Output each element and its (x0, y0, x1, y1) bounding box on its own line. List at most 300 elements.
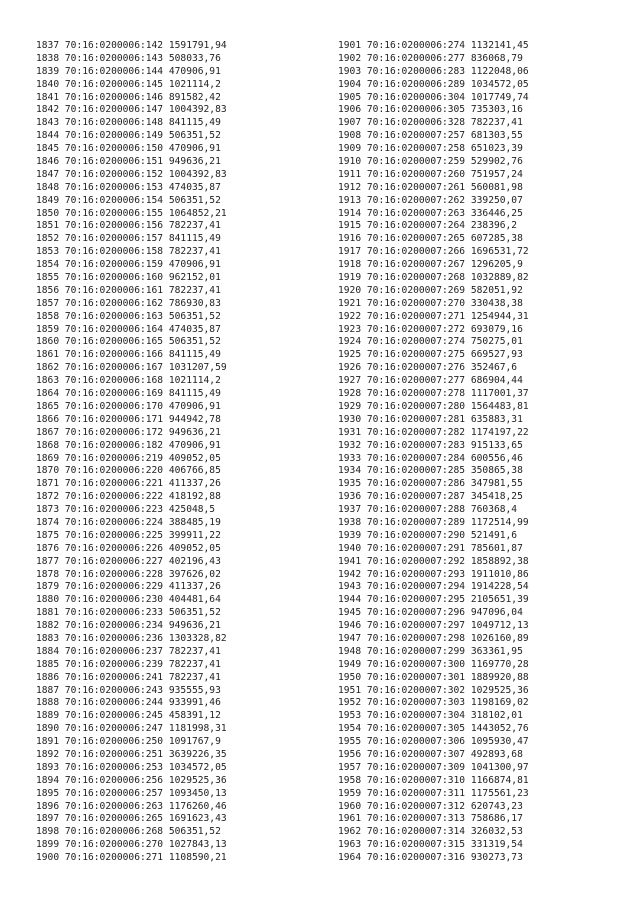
cadastral-number: 70:16:0200006:144 (64, 65, 164, 77)
cadastral-number: 70:16:0200007:262 (366, 194, 466, 206)
cadastral-value: 506351,52 (168, 607, 221, 619)
cadastral-value: 635883,31 (470, 413, 523, 425)
row-number: 1901 (338, 40, 362, 51)
cadastral-number: 70:16:0200006:161 (64, 284, 164, 296)
row-number: 1916 (338, 233, 362, 245)
cadastral-value: 506351,52 (168, 194, 221, 206)
record-row (338, 104, 529, 117)
cadastral-number: 70:16:0200006:143 (64, 52, 164, 64)
cadastral-number: 70:16:0200006:223 (64, 504, 164, 516)
row-number: 1862 (36, 362, 60, 374)
row-number: 1874 (36, 516, 60, 528)
cadastral-number: 70:16:0200006:270 (64, 839, 164, 851)
cadastral-number: 70:16:0200007:264 (366, 220, 466, 232)
cadastral-value: 506351,52 (168, 336, 221, 348)
cadastral-value: 1122048,06 (470, 65, 529, 77)
row-number: 1929 (338, 400, 362, 412)
record-row (338, 633, 529, 646)
cadastral-number: 70:16:0200007:293 (366, 568, 466, 580)
record-row (36, 453, 227, 466)
cadastral-number: 70:16:0200006:224 (64, 516, 164, 528)
cadastral-number: 70:16:0200006:289 (366, 78, 466, 90)
row-number: 1934 (338, 465, 362, 477)
cadastral-number: 70:16:0200007:276 (366, 362, 466, 374)
cadastral-value: 345418,25 (470, 491, 523, 503)
cadastral-value: 693079,16 (470, 323, 523, 335)
cadastral-number: 70:16:0200007:310 (366, 774, 466, 786)
row-number: 1904 (338, 78, 362, 90)
cadastral-number: 70:16:0200006:162 (64, 297, 164, 309)
cadastral-number: 70:16:0200006:239 (64, 658, 164, 670)
record-row (338, 620, 529, 633)
cadastral-value: 841115,49 (168, 349, 221, 361)
record-row (338, 478, 529, 491)
record-row (338, 414, 529, 427)
cadastral-value: 1004392,83 (168, 168, 227, 180)
cadastral-value: 506351,52 (168, 826, 221, 838)
record-row (338, 607, 529, 620)
row-number: 1865 (36, 400, 60, 412)
row-number: 1885 (36, 658, 60, 670)
cadastral-value: 560081,98 (470, 181, 523, 193)
cadastral-number: 70:16:0200006:305 (366, 104, 466, 116)
cadastral-number: 70:16:0200007:301 (366, 671, 466, 683)
cadastral-value: 782237,41 (168, 671, 221, 683)
cadastral-number: 70:16:0200007:284 (366, 452, 466, 464)
cadastral-value: 521491,6 (470, 529, 518, 541)
cadastral-value: 949636,21 (168, 156, 221, 168)
cadastral-value: 751957,24 (470, 168, 523, 180)
row-number: 1880 (36, 594, 60, 606)
row-number: 1937 (338, 504, 362, 516)
record-row (36, 336, 227, 349)
row-number: 1948 (338, 645, 362, 657)
cadastral-number: 70:16:0200007:297 (366, 620, 466, 632)
cadastral-number: 70:16:0200007:307 (366, 748, 466, 760)
cadastral-number: 70:16:0200007:265 (366, 233, 466, 245)
record-row (36, 749, 227, 762)
cadastral-number: 70:16:0200006:146 (64, 91, 164, 103)
record-row (36, 672, 227, 685)
record-row (36, 440, 227, 453)
cadastral-number: 70:16:0200006:149 (64, 130, 164, 142)
cadastral-number: 70:16:0200007:258 (366, 143, 466, 155)
cadastral-number: 70:16:0200006:256 (64, 774, 164, 786)
record-row (36, 594, 227, 607)
row-number: 1841 (36, 91, 60, 103)
record-row (338, 826, 529, 839)
cadastral-value: 352467,6 (470, 362, 518, 374)
row-number: 1905 (338, 91, 362, 103)
record-row (338, 362, 529, 375)
row-number: 1882 (36, 620, 60, 632)
record-row (36, 285, 227, 298)
row-number: 1964 (338, 852, 362, 864)
row-number: 1922 (338, 310, 362, 322)
cadastral-value: 915133,65 (470, 439, 523, 451)
cadastral-value: 508033,76 (168, 52, 221, 64)
cadastral-number: 70:16:0200007:267 (366, 259, 466, 271)
record-row (36, 143, 227, 156)
record-row (338, 401, 529, 414)
cadastral-value: 1117001,37 (470, 388, 529, 400)
cadastral-number: 70:16:0200006:247 (64, 723, 164, 735)
row-number: 1878 (36, 568, 60, 580)
cadastral-number: 70:16:0200006:160 (64, 272, 164, 284)
record-row (36, 556, 227, 569)
cadastral-value: 1017749,74 (470, 91, 529, 103)
row-number: 1953 (338, 710, 362, 722)
row-number: 1921 (338, 297, 362, 309)
row-number: 1935 (338, 478, 362, 490)
cadastral-number: 70:16:0200006:150 (64, 143, 164, 155)
cadastral-value: 1026160,89 (470, 632, 529, 644)
row-number: 1883 (36, 632, 60, 644)
cadastral-value: 402196,43 (168, 555, 221, 567)
cadastral-value: 841115,49 (168, 388, 221, 400)
record-row (36, 272, 227, 285)
cadastral-number: 70:16:0200006:265 (64, 813, 164, 825)
cadastral-number: 70:16:0200006:219 (64, 452, 164, 464)
row-number: 1869 (36, 452, 60, 464)
record-row (36, 401, 227, 414)
row-number: 1892 (36, 748, 60, 760)
cadastral-number: 70:16:0200006:153 (64, 181, 164, 193)
row-number: 1847 (36, 168, 60, 180)
cadastral-value: 2105651,39 (470, 594, 529, 606)
record-row (338, 749, 529, 762)
cadastral-value: 1564483,81 (470, 400, 529, 412)
cadastral-number: 70:16:0200006:222 (64, 491, 164, 503)
record-row (36, 465, 227, 478)
cadastral-number: 70:16:0200006:167 (64, 362, 164, 374)
cadastral-value: 1591791,94 (168, 40, 227, 51)
cadastral-value: 782237,41 (168, 220, 221, 232)
cadastral-value: 1031207,59 (168, 362, 227, 374)
row-number: 1960 (338, 800, 362, 812)
cadastral-number: 70:16:0200007:275 (366, 349, 466, 361)
record-row (338, 543, 529, 556)
record-row (36, 569, 227, 582)
row-number: 1851 (36, 220, 60, 232)
cadastral-number: 70:16:0200006:253 (64, 761, 164, 773)
record-row (338, 465, 529, 478)
row-number: 1928 (338, 388, 362, 400)
row-number: 1942 (338, 568, 362, 580)
record-row (36, 736, 227, 749)
cadastral-value: 607285,38 (470, 233, 523, 245)
row-number: 1939 (338, 529, 362, 541)
row-number: 1872 (36, 491, 60, 503)
cadastral-number: 70:16:0200007:287 (366, 491, 466, 503)
cadastral-value: 620743,23 (470, 800, 523, 812)
cadastral-value: 1064852,21 (168, 207, 227, 219)
cadastral-number: 70:16:0200007:296 (366, 607, 466, 619)
row-number: 1856 (36, 284, 60, 296)
record-row (338, 92, 529, 105)
cadastral-value: 1166874,81 (470, 774, 529, 786)
record-row (338, 156, 529, 169)
cadastral-number: 70:16:0200006:163 (64, 310, 164, 322)
record-row (338, 427, 529, 440)
record-row (338, 736, 529, 749)
cadastral-value: 1049712,13 (470, 620, 529, 632)
cadastral-value: 388485,19 (168, 516, 221, 528)
record-row (36, 220, 227, 233)
row-number: 1902 (338, 52, 362, 64)
cadastral-number: 70:16:0200006:147 (64, 104, 164, 116)
row-number: 1900 (36, 852, 60, 864)
record-row (36, 169, 227, 182)
cadastral-value: 651023,39 (470, 143, 523, 155)
cadastral-number: 70:16:0200007:285 (366, 465, 466, 477)
record-row (338, 504, 529, 517)
cadastral-value: 949636,21 (168, 426, 221, 438)
record-row (36, 659, 227, 672)
cadastral-number: 70:16:0200006:152 (64, 168, 164, 180)
record-row (338, 246, 529, 259)
cadastral-value: 1169770,28 (470, 658, 529, 670)
row-number: 1855 (36, 272, 60, 284)
record-row (36, 839, 227, 852)
cadastral-number: 70:16:0200006:220 (64, 465, 164, 477)
cadastral-value: 836068,79 (470, 52, 523, 64)
record-row (338, 79, 529, 92)
cadastral-number: 70:16:0200007:268 (366, 272, 466, 284)
record-row (338, 581, 529, 594)
row-number: 1873 (36, 504, 60, 516)
row-number: 1915 (338, 220, 362, 232)
cadastral-number: 70:16:0200006:151 (64, 156, 164, 168)
cadastral-value: 1029525,36 (470, 684, 529, 696)
cadastral-value: 785601,87 (470, 542, 523, 554)
record-row (36, 697, 227, 710)
row-number: 1875 (36, 529, 60, 541)
row-number: 1910 (338, 156, 362, 168)
record-row (36, 504, 227, 517)
record-row (36, 156, 227, 169)
cadastral-value: 735303,16 (470, 104, 523, 116)
cadastral-number: 70:16:0200007:295 (366, 594, 466, 606)
record-row (36, 246, 227, 259)
cadastral-number: 70:16:0200007:315 (366, 839, 466, 851)
cadastral-value: 930273,73 (470, 852, 523, 864)
row-number: 1845 (36, 143, 60, 155)
record-row (338, 569, 529, 582)
record-row (36, 349, 227, 362)
row-number: 1852 (36, 233, 60, 245)
cadastral-number: 70:16:0200006:277 (366, 52, 466, 64)
cadastral-number: 70:16:0200006:170 (64, 400, 164, 412)
record-row (338, 710, 529, 723)
cadastral-number: 70:16:0200007:312 (366, 800, 466, 812)
cadastral-number: 70:16:0200006:155 (64, 207, 164, 219)
row-number: 1890 (36, 723, 60, 735)
cadastral-value: 1296205,9 (470, 259, 523, 271)
record-row (338, 233, 529, 246)
row-number: 1884 (36, 645, 60, 657)
cadastral-number: 70:16:0200007:313 (366, 813, 466, 825)
cadastral-value: 409052,05 (168, 542, 221, 554)
cadastral-number: 70:16:0200006:251 (64, 748, 164, 760)
cadastral-number: 70:16:0200006:159 (64, 259, 164, 271)
cadastral-number: 70:16:0200007:304 (366, 710, 466, 722)
cadastral-number: 70:16:0200006:271 (64, 852, 164, 864)
record-row (36, 646, 227, 659)
cadastral-value: 947096,04 (470, 607, 523, 619)
record-row (338, 169, 529, 182)
record-row (36, 491, 227, 504)
record-row (36, 66, 227, 79)
cadastral-value: 1858892,38 (470, 555, 529, 567)
cadastral-value: 1254944,31 (470, 310, 529, 322)
cadastral-value: 474035,87 (168, 323, 221, 335)
cadastral-value: 1034572,05 (470, 78, 529, 90)
cadastral-value: 1911010,86 (470, 568, 529, 580)
cadastral-number: 70:16:0200006:225 (64, 529, 164, 541)
record-row (36, 117, 227, 130)
cadastral-number: 70:16:0200007:278 (366, 388, 466, 400)
row-number: 1891 (36, 736, 60, 748)
cadastral-number: 70:16:0200006:304 (366, 91, 466, 103)
record-row (36, 79, 227, 92)
cadastral-value: 350865,38 (470, 465, 523, 477)
cadastral-value: 238396,2 (470, 220, 518, 232)
row-number: 1846 (36, 156, 60, 168)
cadastral-number: 70:16:0200006:236 (64, 632, 164, 644)
cadastral-value: 944942,78 (168, 413, 221, 425)
record-row (338, 440, 529, 453)
cadastral-value: 1889920,88 (470, 671, 529, 683)
row-number: 1956 (338, 748, 362, 760)
record-row (338, 646, 529, 659)
cadastral-value: 409052,05 (168, 452, 221, 464)
row-number: 1909 (338, 143, 362, 155)
record-row (36, 813, 227, 826)
cadastral-number: 70:16:0200006:226 (64, 542, 164, 554)
left-record-column (36, 40, 227, 865)
record-row (338, 40, 529, 53)
row-number: 1932 (338, 439, 362, 451)
row-number: 1859 (36, 323, 60, 335)
record-row (36, 517, 227, 530)
record-row (338, 685, 529, 698)
record-row (36, 195, 227, 208)
record-row (36, 375, 227, 388)
row-number: 1853 (36, 246, 60, 258)
cadastral-value: 1021114,2 (168, 78, 221, 90)
record-row (338, 53, 529, 66)
cadastral-number: 70:16:0200007:272 (366, 323, 466, 335)
row-number: 1837 (36, 40, 60, 51)
cadastral-value: 1174197,22 (470, 426, 529, 438)
cadastral-number: 70:16:0200006:230 (64, 594, 164, 606)
cadastral-value: 782237,41 (470, 117, 523, 129)
cadastral-value: 760368,4 (470, 504, 518, 516)
cadastral-number: 70:16:0200006:257 (64, 787, 164, 799)
record-row (36, 40, 227, 53)
cadastral-value: 418192,88 (168, 491, 221, 503)
cadastral-number: 70:16:0200006:234 (64, 620, 164, 632)
row-number: 1950 (338, 671, 362, 683)
cadastral-number: 70:16:0200006:145 (64, 78, 164, 90)
cadastral-value: 1029525,36 (168, 774, 227, 786)
cadastral-number: 70:16:0200007:309 (366, 761, 466, 773)
record-row (36, 362, 227, 375)
cadastral-number: 70:16:0200006:142 (64, 40, 164, 51)
row-number: 1913 (338, 194, 362, 206)
record-row (36, 581, 227, 594)
cadastral-value: 1021114,2 (168, 375, 221, 387)
cadastral-number: 70:16:0200006:156 (64, 220, 164, 232)
record-row (338, 117, 529, 130)
cadastral-value: 470906,91 (168, 65, 221, 77)
cadastral-value: 470906,91 (168, 143, 221, 155)
cadastral-value: 339250,07 (470, 194, 523, 206)
record-row (338, 813, 529, 826)
cadastral-number: 70:16:0200007:280 (366, 400, 466, 412)
cadastral-number: 70:16:0200007:314 (366, 826, 466, 838)
row-number: 1842 (36, 104, 60, 116)
row-number: 1870 (36, 465, 60, 477)
cadastral-value: 891582,42 (168, 91, 221, 103)
row-number: 1945 (338, 607, 362, 619)
cadastral-number: 70:16:0200006:283 (366, 65, 466, 77)
cadastral-value: 1004392,83 (168, 104, 227, 116)
cadastral-value: 758686,17 (470, 813, 523, 825)
row-number: 1864 (36, 388, 60, 400)
record-row (338, 143, 529, 156)
cadastral-value: 681303,55 (470, 130, 523, 142)
cadastral-number: 70:16:0200007:263 (366, 207, 466, 219)
cadastral-number: 70:16:0200006:164 (64, 323, 164, 335)
row-number: 1897 (36, 813, 60, 825)
row-number: 1962 (338, 826, 362, 838)
cadastral-number: 70:16:0200006:250 (64, 736, 164, 748)
cadastral-value: 669527,93 (470, 349, 523, 361)
cadastral-number: 70:16:0200006:154 (64, 194, 164, 206)
row-number: 1943 (338, 581, 362, 593)
cadastral-value: 786930,83 (168, 297, 221, 309)
cadastral-value: 1032889,82 (470, 272, 529, 284)
cadastral-number: 70:16:0200007:269 (366, 284, 466, 296)
cadastral-value: 330438,38 (470, 297, 523, 309)
cadastral-value: 3639226,35 (168, 748, 227, 760)
row-number: 1917 (338, 246, 362, 258)
cadastral-value: 470906,91 (168, 259, 221, 271)
cadastral-value: 600556,46 (470, 452, 523, 464)
row-number: 1848 (36, 181, 60, 193)
row-number: 1963 (338, 839, 362, 851)
cadastral-number: 70:16:0200006:169 (64, 388, 164, 400)
record-row (338, 775, 529, 788)
row-number: 1895 (36, 787, 60, 799)
row-number: 1954 (338, 723, 362, 735)
row-number: 1949 (338, 658, 362, 670)
record-row (338, 259, 529, 272)
row-number: 1955 (338, 736, 362, 748)
cadastral-value: 399911,22 (168, 529, 221, 541)
cadastral-value: 782237,41 (168, 284, 221, 296)
cadastral-number: 70:16:0200007:281 (366, 413, 466, 425)
cadastral-value: 949636,21 (168, 620, 221, 632)
record-row (338, 594, 529, 607)
cadastral-number: 70:16:0200007:274 (366, 336, 466, 348)
cadastral-value: 1093450,13 (168, 787, 227, 799)
cadastral-number: 70:16:0200007:286 (366, 478, 466, 490)
record-row (338, 453, 529, 466)
cadastral-number: 70:16:0200007:277 (366, 375, 466, 387)
